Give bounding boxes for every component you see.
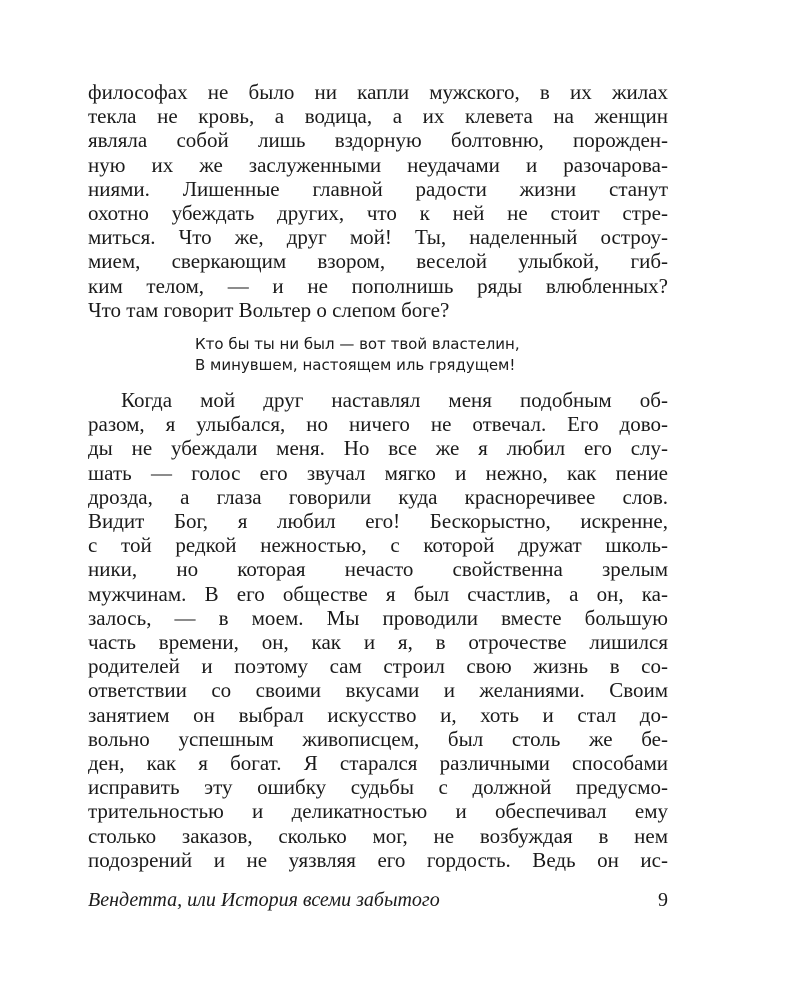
text-line: исправить эту ошибку судьбы с должной предусмо-: [88, 775, 668, 800]
text-line: ким телом, — и не пополнишь ряды влюбленных?: [88, 273, 668, 298]
text-line: являла собой лишь вздорную болтовню, порожден-: [88, 128, 668, 153]
text-line: шать — голос его звучал мягко и нежно, как пение: [88, 460, 668, 485]
paragraph-continued: [88, 80, 668, 322]
text-line: ную их же заслуженными неудачами и разочарова-: [88, 152, 668, 177]
verse-line: В минувшем, настоящем иль грядущем!: [195, 356, 516, 375]
page-body: [88, 80, 668, 872]
text-line: миться. Что же, друг мой! Ты, наделенный остроу-: [88, 225, 668, 250]
page-number: 9: [658, 889, 668, 911]
text-line: трительностью и деликатностью и обеспечивал ему: [88, 799, 668, 824]
paragraph: [88, 388, 668, 872]
text-line: ответствии со своими вкусами и желаниями. Своим: [88, 678, 668, 703]
text-line: Когда мой друг наставлял меня подобным об-: [121, 388, 668, 413]
text-line: мием, сверкающим взором, веселой улыбкой, гиб-: [88, 249, 668, 274]
running-title: Вендетта, или История всеми забытого: [88, 889, 440, 911]
text-line: вольно успешным живописцем, был столь же бе-: [88, 726, 668, 751]
text-line: Видит Бог, я любил его! Бескорыстно, искренне,: [88, 509, 668, 534]
text-line: занятием он выбрал искусство и, хоть и стал до-: [88, 702, 668, 727]
text-line: ды не убеждали меня. Но все же я любил его слу-: [88, 436, 668, 461]
text-line: мужчинам. В его обществе я был счастлив, а он, ка-: [88, 581, 668, 606]
text-line: ден, как я богат. Я старался различными способами: [88, 751, 668, 776]
text-line: с той редкой нежностью, с которой дружат школь-: [88, 533, 668, 558]
text-line: родителей и поэтому сам строил свою жизнь в со-: [88, 654, 668, 679]
text-line: философах не было ни капли мужского, в их жилах: [88, 80, 668, 104]
text-line: разом, я улыбался, но ничего не отвечал. Его дово-: [88, 412, 668, 437]
text-line: дрозда, а глаза говорили куда красноречивее слов.: [88, 484, 668, 509]
text-line: текла не кровь, а водица, а их клевета на женщин: [88, 104, 668, 129]
verse-line: Кто бы ты ни был — вот твой властелин,: [195, 335, 520, 354]
text-line: охотно убеждать других, что к ней не стоит стре-: [88, 201, 668, 226]
text-line: часть времени, он, как и я, в отрочестве лишился: [88, 630, 668, 655]
text-line: ники, но которая нечасто свойственна зрелым: [88, 557, 668, 582]
text-line: подозрений и не уязвляя его гордость. Ведь он ис-: [88, 847, 668, 872]
text-line: Что там говорит Вольтер о слепом боге?: [88, 297, 450, 322]
text-line: столько заказов, сколько мог, не возбуждая в нем: [88, 823, 668, 848]
text-line: ниями. Лишенные главной радости жизни станут: [88, 176, 668, 201]
verse-quote: [195, 334, 668, 376]
text-line: залось, — в моем. Мы проводили вместе большую: [88, 605, 668, 630]
page-footer: [88, 885, 668, 915]
